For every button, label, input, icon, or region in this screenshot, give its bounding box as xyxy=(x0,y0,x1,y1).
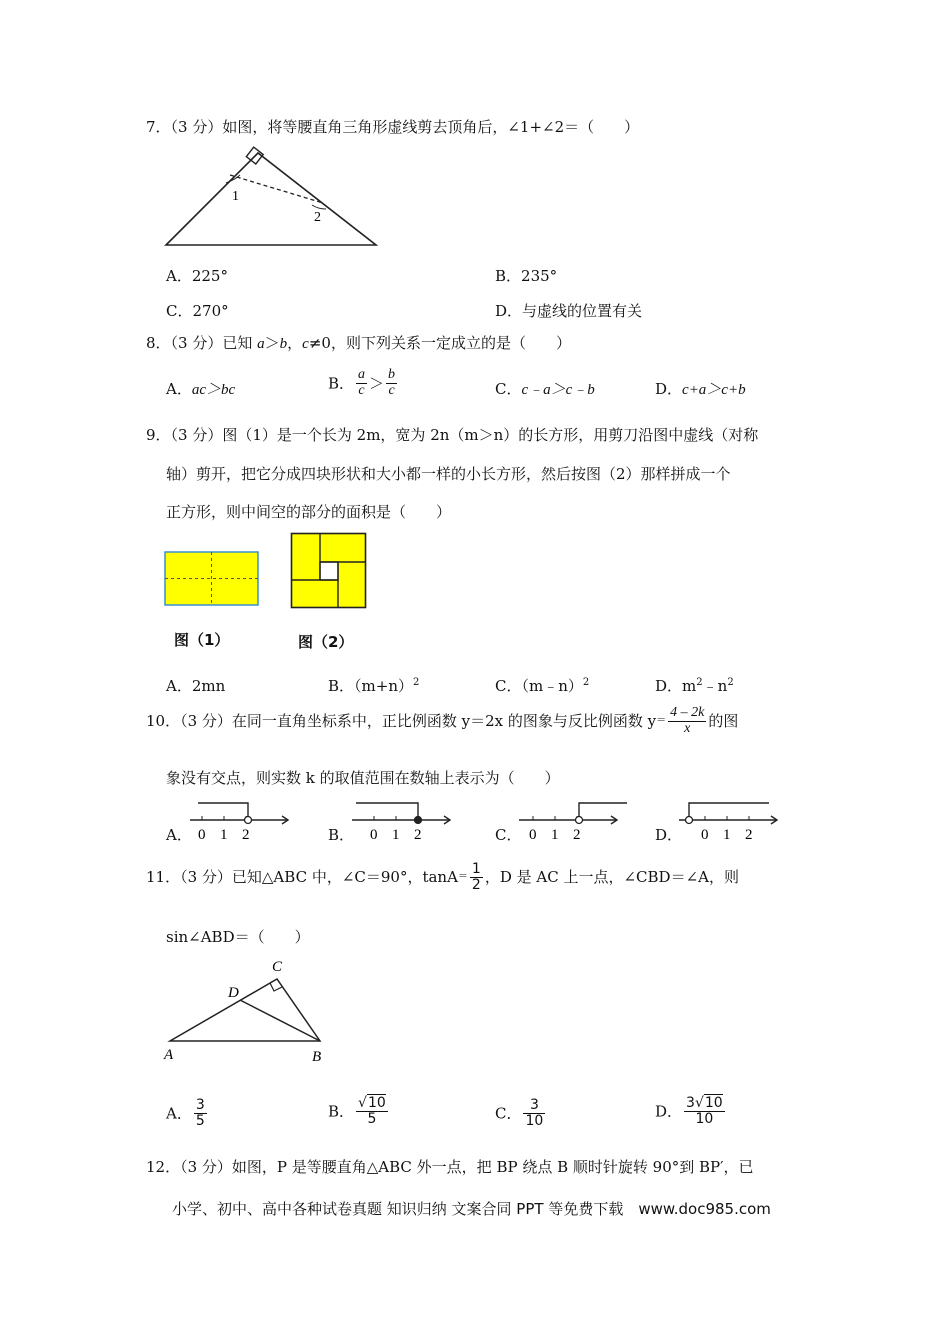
q7-angle-label-1: 1 xyxy=(232,189,239,204)
q12-stem: 12．（3 分）如图，P 是等腰直角△ABC 外一点，把 BP 绕点 B 顺时针旋转 90°到 BP′，已 xyxy=(146,1158,754,1176)
svg-text:1: 1 xyxy=(723,827,731,843)
q8-option-c[interactable]: C．c﹣a＞c﹣b xyxy=(495,380,595,398)
q8-option-b[interactable]: B． $\frac{a}{c}$ ＞ $\frac{b}{c}$ xyxy=(328,367,396,398)
q9-figure-1-rectangle xyxy=(164,551,260,607)
q10-number-line-b xyxy=(350,800,460,844)
q9-caption-1: 图（1） xyxy=(174,631,230,649)
q10-stem-line1: 10．（3 分）在同一直角坐标系中，正比例函数 y＝2x 的图象与反比例函数 y＝ $\frac{4 - 2k}{x}$ 的图 xyxy=(146,705,739,736)
svg-text:0: 0 xyxy=(701,827,709,843)
q9-option-c[interactable]: C．（m﹣n）$^2$ xyxy=(495,677,590,695)
q10-number-line-a xyxy=(188,800,298,844)
q11-label-d: D xyxy=(228,985,239,1001)
svg-text:1: 1 xyxy=(220,827,228,843)
q9-option-b[interactable]: B．$(m+n)^2$ xyxy=(328,677,420,695)
q7-angle-label-2: 2 xyxy=(314,210,321,225)
q10-number-line-c xyxy=(517,800,637,844)
q10-stem-line2: 象没有交点，则实数 k 的取值范围在数轴上表示为（ ） xyxy=(166,769,560,787)
svg-text:2: 2 xyxy=(414,827,422,843)
svg-text:1: 1 xyxy=(392,827,400,843)
q11-option-a[interactable]: A． $\frac{3}{5}$ xyxy=(166,1097,205,1129)
q11-option-d[interactable]: D． $\frac{3√10}{10}$ xyxy=(655,1095,723,1127)
q7-option-b[interactable]: B．235° xyxy=(495,267,558,285)
q8-option-d[interactable]: D．c+a＞c+b xyxy=(655,380,746,398)
q9-figure-2-square xyxy=(290,532,368,610)
q11-option-b[interactable]: B． $\frac{√10}{5}$ xyxy=(328,1095,386,1127)
svg-text:0: 0 xyxy=(198,827,206,843)
q11-stem-line1: 11．（3 分）已知△ABC 中，∠C＝90°，tanA＝ $\frac{1}{2}$ ，D 是 AC 上一点，∠CBD＝∠A，则 xyxy=(146,861,739,893)
q7-option-d[interactable]: D．与虚线的位置有关 xyxy=(495,302,643,320)
q8-stem: 8．（3 分）已知 a＞b，c≠0，则下列关系一定成立的是（ ） xyxy=(146,334,571,352)
q11-label-a: A xyxy=(164,1047,174,1063)
svg-text:2: 2 xyxy=(745,827,753,843)
q7-option-c[interactable]: C．270° xyxy=(166,302,229,320)
q9-caption-2: 图（2） xyxy=(298,633,354,651)
q11-triangle-figure xyxy=(160,955,340,1065)
q7-option-a[interactable]: A．225° xyxy=(166,267,228,285)
q9-stem-line2: 轴）剪开，把它分成四块形状和大小都一样的小长方形，然后按图（2）那样拼成一个 xyxy=(166,465,731,483)
q7-triangle-figure xyxy=(160,145,390,255)
q9-stem-line3: 正方形，则中间空的部分的面积是（ ） xyxy=(166,503,452,521)
q7-stem: 7．（3 分）如图，将等腰直角三角形虚线剪去顶角后，∠1+∠2＝（ ） xyxy=(146,118,640,136)
q11-label-c: C xyxy=(272,959,283,975)
svg-text:1: 1 xyxy=(551,827,559,843)
q9-option-d[interactable]: D．$m^2﹣n^2$ xyxy=(655,677,734,695)
q9-option-a[interactable]: A．2mn xyxy=(166,677,226,695)
q11-option-c[interactable]: C． $\frac{3}{10}$ xyxy=(495,1097,544,1129)
q10-number-line-d xyxy=(677,800,787,844)
page-footer: 小学、初中、高中各种试卷真题 知识归纳 文案合同 PPT 等免费下载 www.doc985.com xyxy=(172,1200,771,1218)
svg-text:2: 2 xyxy=(242,827,250,843)
q11-label-b: B xyxy=(312,1049,322,1065)
q9-stem-line1: 9．（3 分）图（1）是一个长为 2m，宽为 2n（m＞n）的长方形，用剪刀沿图中虚线（对称 xyxy=(146,426,759,444)
svg-text:0: 0 xyxy=(529,827,537,843)
svg-text:2: 2 xyxy=(573,827,581,843)
q11-stem-line2: sin∠ABD＝（ ） xyxy=(166,928,310,946)
svg-text:0: 0 xyxy=(370,827,378,843)
q8-option-a[interactable]: A．ac＞bc xyxy=(166,380,236,398)
